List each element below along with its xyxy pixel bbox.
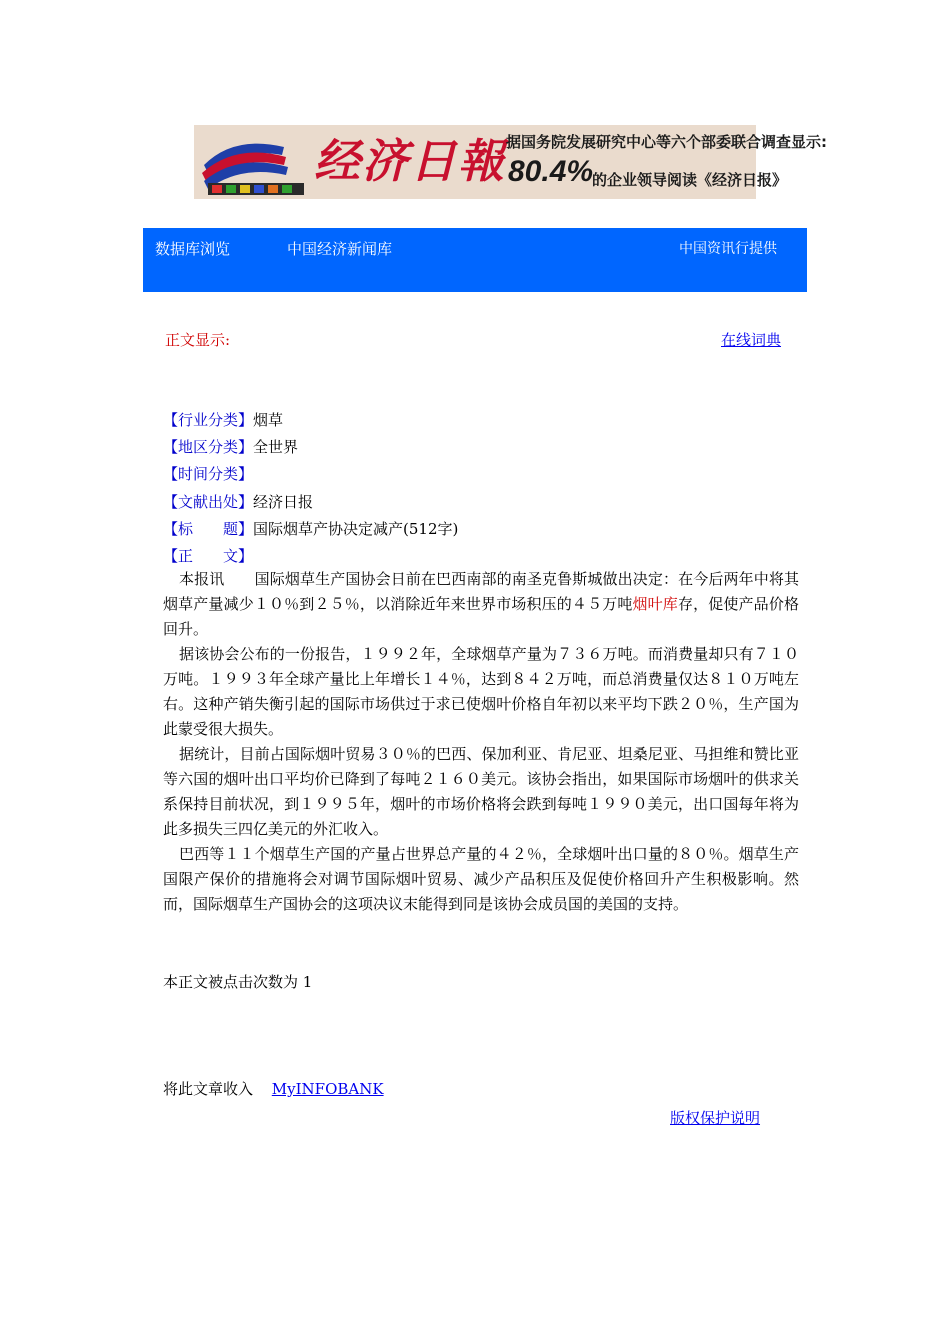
click-count-value: 1 [302, 973, 313, 991]
meta-value: 全世界 [253, 438, 299, 456]
meta-tag: 【标 题】 [163, 520, 254, 538]
meta-value: 国际烟草产协决定减产(512字) [253, 520, 459, 538]
meta-row-title [163, 518, 458, 539]
banner-slogan-line1: 据国务院发展研究中心等六个部委联合调查显示: [506, 133, 828, 151]
article-paragraph: 据统计，目前占国际烟叶贸易３０％的巴西、保加利亚、肯尼亚、坦桑尼亚、马担维和赞比亚等六国的烟叶出口平均价已降到了每吨２１６０美元。该协会指出，如果国际市场烟叶的供求关系保持目前状况，到１９９５年，烟叶的市场价格将会跌到每吨１９９０美元，出口国每年将为此多损失三四亿美元的外汇收入。 [163, 745, 799, 838]
article-body [163, 567, 799, 917]
highlighted-term: 烟叶库 [632, 595, 678, 613]
article-paragraph: 据该协会公布的一份报告，１９９２年，全球烟草产量为７３６万吨。而消费量却只有７１０万吨。１９９３年全球产量比上年增长１４％，达到８４２万吨，而总消费量仅达８１０万吨左右。这种产销失衡引起的国际市场供过于求已使烟叶价格自年初以来平均下跌２０％，生产国为此蒙受很大损失。 [163, 645, 799, 738]
click-count-label: 本正文被点击次数为 [163, 973, 299, 991]
meta-row-body [163, 545, 253, 566]
newspaper-banner [194, 125, 828, 199]
meta-value: 烟草 [253, 411, 284, 429]
meta-tag: 【行业分类】 [163, 411, 254, 429]
meta-value: 经济日报 [253, 493, 314, 511]
nav-database-browse[interactable]: 数据库浏览 [155, 240, 231, 258]
collect-label: 将此文章收入 [163, 1080, 254, 1098]
meta-row-industry [163, 409, 283, 430]
banner-slogan-line2: 的企业领导阅读《经济日报》 [592, 171, 788, 189]
meta-tag: 【文献出处】 [163, 493, 254, 511]
article-paragraph: 巴西等１１个烟草生产国的产量占世界总产量的４２％，全球烟叶出口量的８０％。烟草生产国限产保价的措施将会对调节国际烟叶贸易、减少产品积压及促使价格回升产生积极影响。然而，国际烟草生产国协会的这项决议末能得到同是该协会成员国的美国的支持。 [163, 845, 799, 913]
meta-row-time [163, 463, 253, 484]
nav-provider: 中国资讯行提供 [679, 241, 777, 257]
meta-tag: 【地区分类】 [163, 438, 254, 456]
online-dictionary-link[interactable]: 在线词典 [721, 331, 782, 349]
collect-row [163, 1078, 384, 1099]
banner-title: 经济日報 [314, 134, 506, 188]
meta-tag: 【正 文】 [163, 547, 254, 565]
myinfobank-link[interactable]: MyINFOBANK [271, 1080, 384, 1098]
nav-news-database[interactable]: 中国经济新闻库 [287, 240, 393, 258]
banner-percent: 80.4% [508, 155, 594, 188]
copyright-link[interactable]: 版权保护说明 [670, 1109, 761, 1127]
content-label: 正文显示: [165, 331, 231, 349]
meta-row-source [163, 491, 313, 512]
click-count [163, 971, 312, 992]
meta-row-region [163, 436, 298, 457]
article-paragraph: 本报讯 国际烟草生产国协会日前在巴西南部的南圣克鲁斯城做出决定：在今后两年中将其烟草产量减少１０％到２５％，以消除近年来世界市场积压的４５万吨烟叶库存，促使产品价格回升。 [163, 570, 799, 638]
nav-bar [143, 228, 807, 292]
meta-tag: 【时间分类】 [163, 465, 254, 483]
